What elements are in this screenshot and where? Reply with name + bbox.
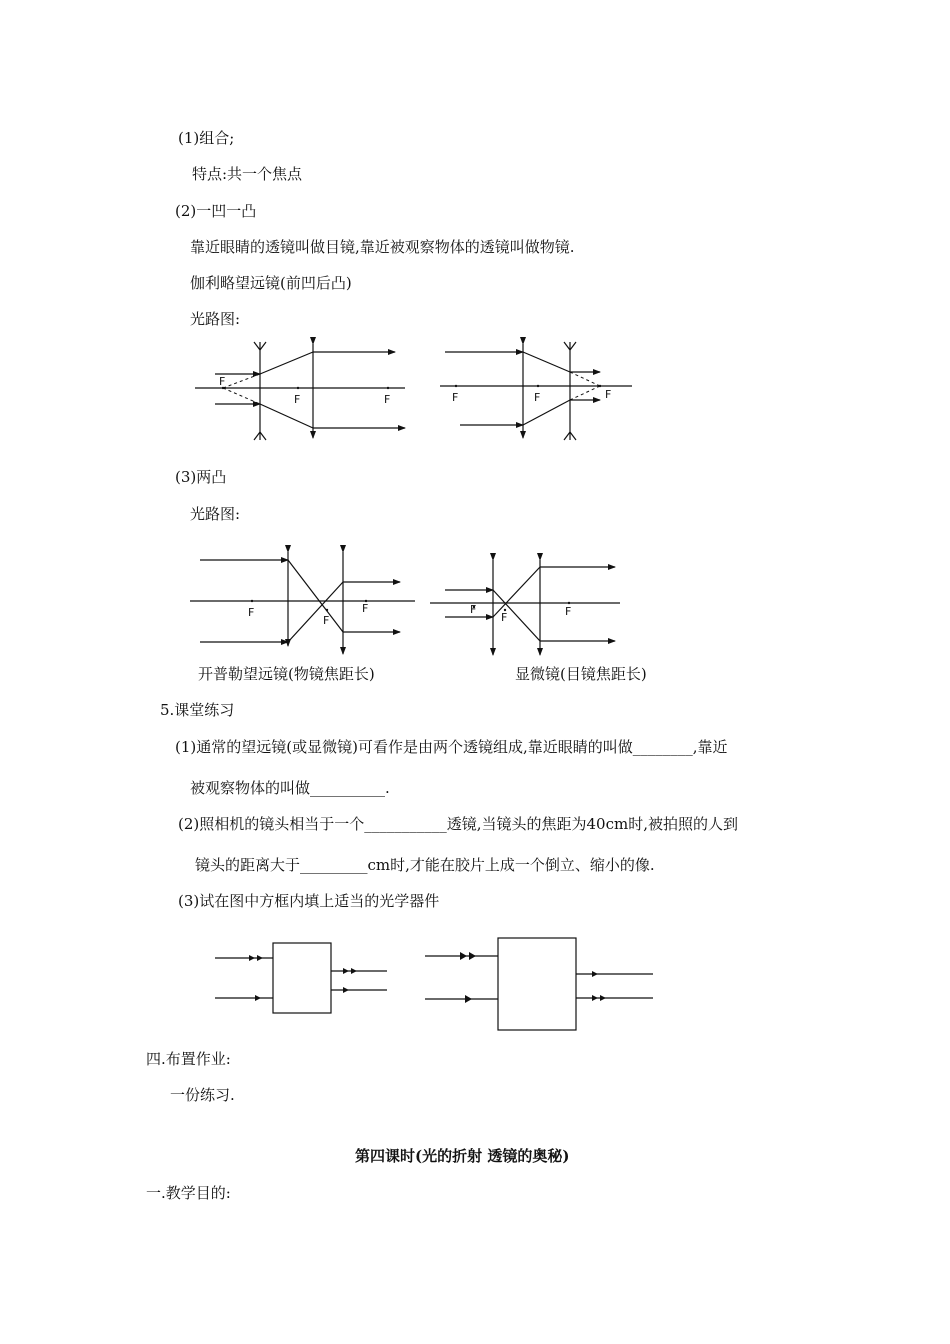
focus-label: F bbox=[219, 375, 226, 388]
practice-title: 5.课堂练习 bbox=[160, 701, 235, 719]
item2-description: 靠近眼睛的透镜叫做目镜,靠近被观察物体的透镜叫做物镜. bbox=[190, 238, 575, 256]
microscope-caption: 显微镜(目镜焦距长) bbox=[515, 665, 647, 683]
box-diagram-right bbox=[420, 935, 660, 1035]
galileo-telescope-name: 伽利略望远镜(前凹后凸) bbox=[190, 274, 352, 292]
item3-title: (3)两凸 bbox=[175, 468, 227, 486]
item2-title: (2)一凹一凸 bbox=[175, 202, 257, 220]
galileo-diagram-right bbox=[440, 340, 640, 445]
question-3: (3)试在图中方框内填上适当的光学器件 bbox=[178, 892, 440, 910]
lesson-objective: 一.教学目的: bbox=[146, 1184, 231, 1202]
focus-label: F bbox=[362, 602, 369, 615]
focus-label: F bbox=[534, 391, 541, 404]
item2-diagram-label: 光路图: bbox=[190, 310, 241, 328]
lesson-title: 第四课时(光的折射 透镜的奥秘) bbox=[355, 1147, 570, 1165]
focus-label: F bbox=[452, 391, 459, 404]
kepler-diagram bbox=[190, 550, 420, 660]
item3-diagram-label: 光路图: bbox=[190, 505, 241, 523]
box-diagram-left bbox=[215, 940, 395, 1020]
focus-label: F bbox=[384, 393, 391, 406]
question-2-line-2: 镜头的距离大于_________cm时,才能在胶片上成一个倒立、缩小的像. bbox=[195, 856, 655, 874]
kepler-caption: 开普勒望远镜(物镜焦距长) bbox=[198, 665, 375, 683]
homework-content: 一份练习. bbox=[170, 1086, 235, 1104]
item1-title: (1)组合; bbox=[178, 129, 235, 147]
galileo-diagram-left bbox=[195, 340, 410, 445]
question-1-line-2: 被观察物体的叫做__________. bbox=[190, 779, 390, 797]
focus-label: F bbox=[605, 388, 612, 401]
focus-label: F bbox=[565, 605, 572, 618]
item1-feature: 特点:共一个焦点 bbox=[192, 165, 303, 183]
focus-label: F bbox=[470, 603, 477, 616]
homework-title: 四.布置作业: bbox=[146, 1050, 231, 1068]
question-1-line-1: (1)通常的望远镜(或显微镜)可看作是由两个透镜组成,靠近眼睛的叫做________,靠近 bbox=[175, 738, 728, 756]
focus-label: F bbox=[248, 606, 255, 619]
focus-label: F bbox=[294, 393, 301, 406]
focus-label: F bbox=[501, 611, 508, 624]
microscope-diagram bbox=[430, 555, 630, 660]
question-2-line-1: (2)照相机的镜头相当于一个___________透镜,当镜头的焦距为40cm时,被拍照的人到 bbox=[178, 815, 738, 833]
focus-label: F bbox=[323, 614, 330, 627]
